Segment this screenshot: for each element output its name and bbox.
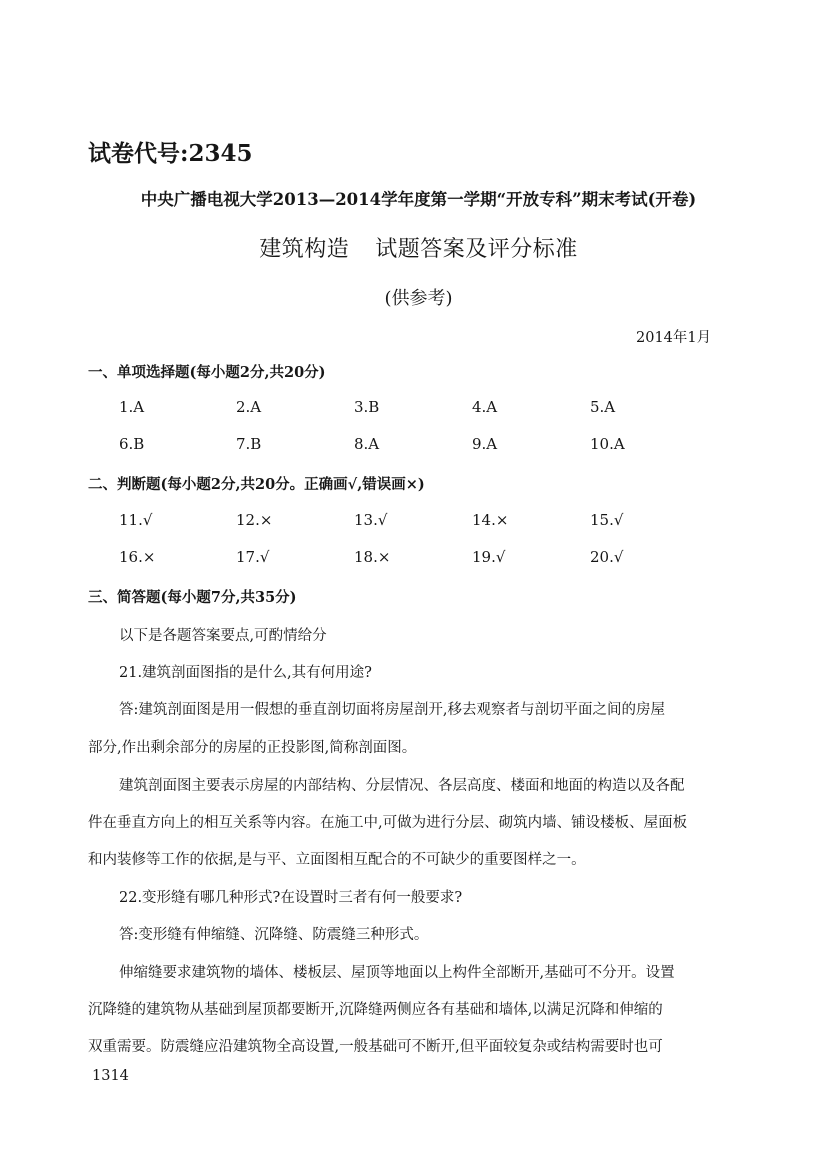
answer-item: 3.B bbox=[354, 398, 380, 416]
answer-22-line: 伸缩缝要求建筑物的墙体、楼板层、屋顶等地面以上构件全部断开,基础可不分开。设置 bbox=[119, 965, 675, 981]
answer-item: 17.√ bbox=[236, 548, 270, 566]
answer-22-line: 沉降缝的建筑物从基础到屋顶都要断开,沉降缝两侧应各有基础和墙体,以满足沉降和伸缩的 bbox=[88, 1002, 663, 1018]
section3-heading: 三、简答题(每小题7分,共35分) bbox=[88, 589, 297, 606]
question-22: 22.变形缝有哪几种形式?在设置时三者有何一般要求? bbox=[119, 890, 463, 906]
document-type: 试题答案及评分标准 bbox=[375, 237, 578, 262]
answer-item: 13.√ bbox=[354, 511, 388, 529]
answer-22-line: 双重需要。防震缝应沿建筑物全高设置,一般基础可不断开,但平面较复杂或结构需要时也可 bbox=[88, 1039, 663, 1055]
answer-item: 12.× bbox=[236, 511, 273, 529]
paper-code: 试卷代号:2345 bbox=[88, 140, 253, 167]
answer-21-line: 和内装修等工作的依据,是与平、立面图相互配合的不可缺少的重要图样之一。 bbox=[88, 852, 586, 868]
answer-item: 5.A bbox=[590, 398, 616, 416]
answer-item: 7.B bbox=[236, 435, 262, 453]
document-title bbox=[0, 232, 837, 263]
answer-item: 10.A bbox=[590, 435, 625, 453]
answer-item: 19.√ bbox=[472, 548, 506, 566]
answer-item: 15.√ bbox=[590, 511, 624, 529]
answer-item: 6.B bbox=[119, 435, 145, 453]
scoring-note: 以下是各题答案要点,可酌情给分 bbox=[119, 628, 327, 644]
answer-21-line: 件在垂直方向上的相互关系等内容。在施工中,可做为进行分层、砌筑内墙、铺设楼板、屋面板 bbox=[88, 815, 688, 831]
section2-heading: 二、判断题(每小题2分,共20分。正确画√,错误画×) bbox=[88, 476, 425, 493]
answer-item: 8.A bbox=[354, 435, 380, 453]
course-name: 建筑构造 bbox=[259, 237, 350, 262]
exam-header: 中央广播电视大学2013—2014学年度第一学期“开放专科”期末考试(开卷) bbox=[140, 190, 697, 209]
answer-item: 11.√ bbox=[119, 511, 153, 529]
question-21: 21.建筑剖面图指的是什么,其有何用途? bbox=[119, 665, 372, 681]
document-subtitle: (供参考) bbox=[384, 288, 453, 309]
answer-21-line: 部分,作出剩余部分的房屋的正投影图,简称剖面图。 bbox=[88, 740, 417, 756]
answer-item: 14.× bbox=[472, 511, 509, 529]
answer-item: 20.√ bbox=[590, 548, 624, 566]
answer-21-line: 答:建筑剖面图是用一假想的垂直剖切面将房屋剖开,移去观察者与剖切平面之间的房屋 bbox=[119, 702, 665, 718]
answer-item: 1.A bbox=[119, 398, 145, 416]
answer-item: 18.× bbox=[354, 548, 391, 566]
answer-21-line: 建筑剖面图主要表示房屋的内部结构、分层情况、各层高度、楼面和地面的构造以及各配 bbox=[119, 778, 685, 794]
answer-22-line: 答:变形缝有伸缩缝、沉降缝、防震缝三种形式。 bbox=[119, 927, 429, 943]
answer-item: 4.A bbox=[472, 398, 498, 416]
section1-heading: 一、单项选择题(每小题2分,共20分) bbox=[88, 364, 326, 381]
page-number: 1314 bbox=[92, 1068, 129, 1084]
answer-item: 9.A bbox=[472, 435, 498, 453]
answer-item: 2.A bbox=[236, 398, 262, 416]
exam-date: 2014年1月 bbox=[636, 330, 712, 346]
answer-item: 16.× bbox=[119, 548, 156, 566]
